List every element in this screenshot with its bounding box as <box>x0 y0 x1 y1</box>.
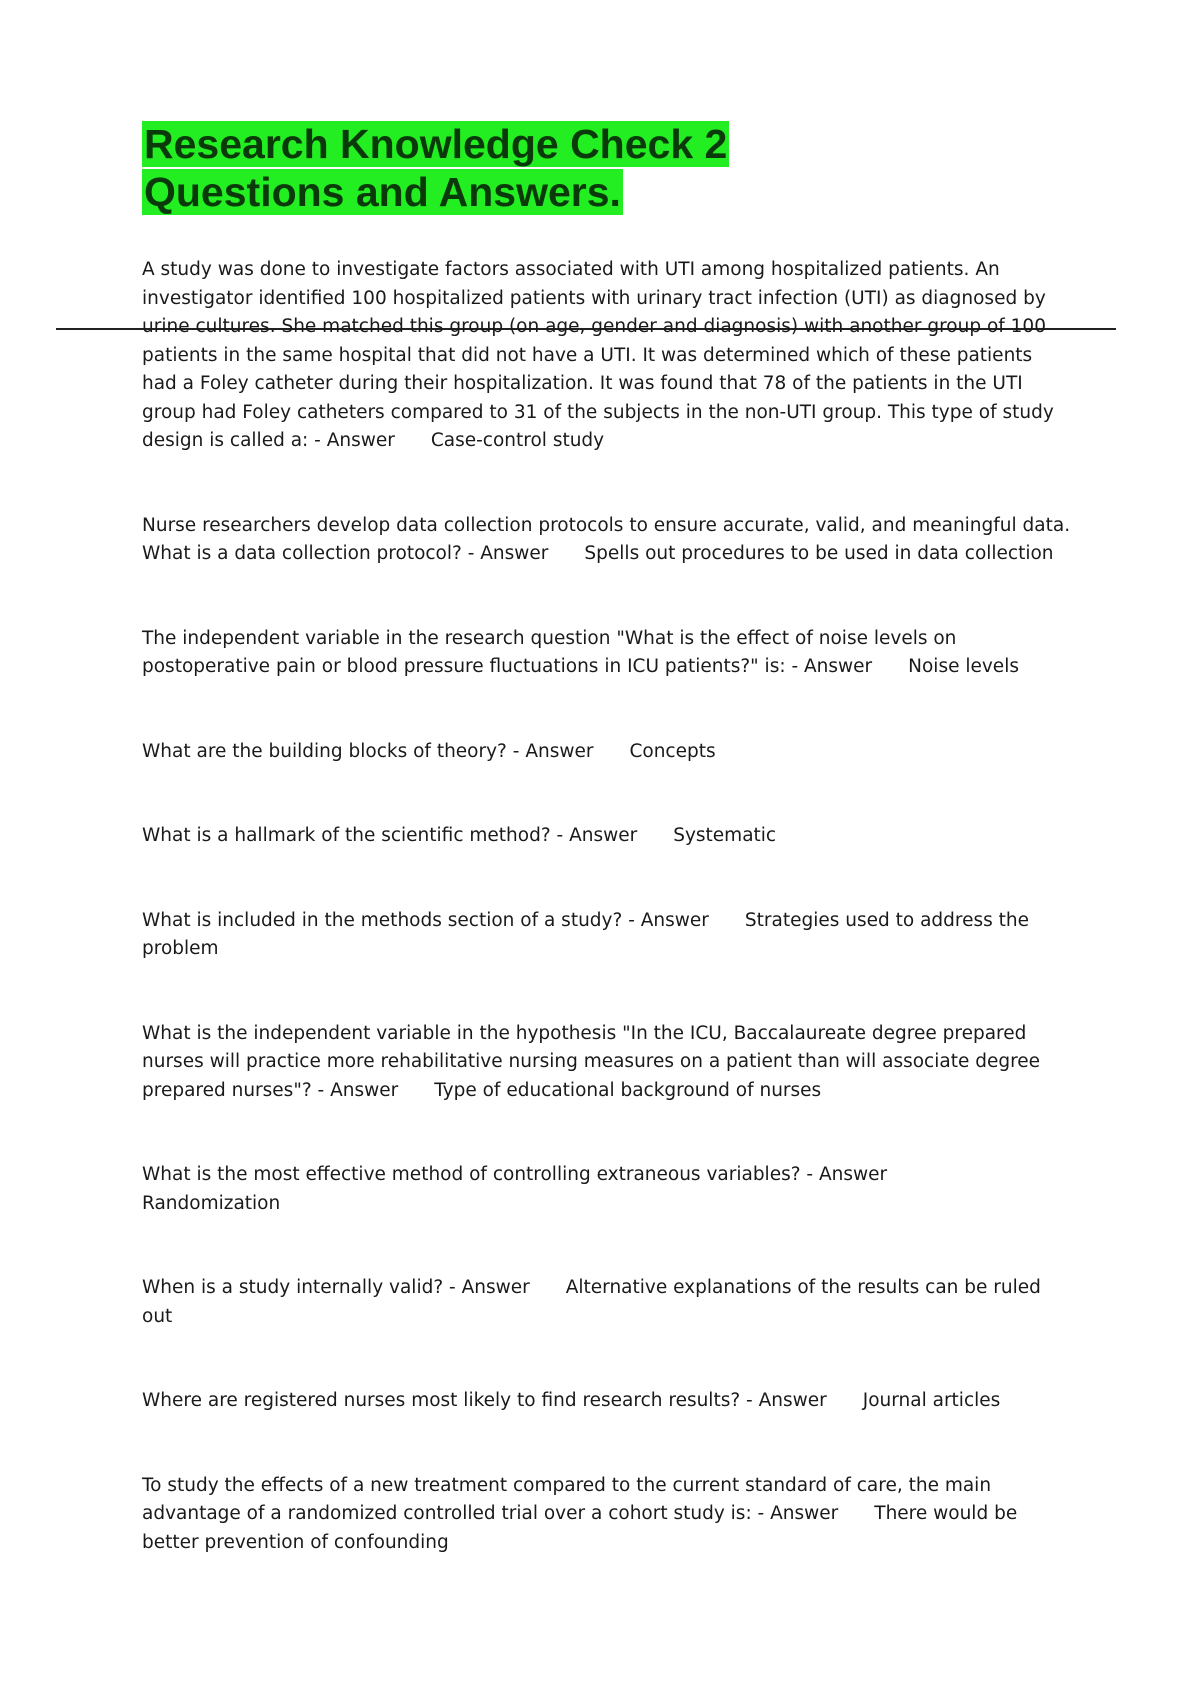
answer-text: Randomization <box>142 1192 281 1214</box>
question-text: When is a study internally valid? - Answer <box>142 1277 530 1298</box>
answer-text: Strategies used to address the problem <box>142 909 1029 959</box>
title-line-1: Research Knowledge Check 2 <box>144 121 728 167</box>
question-text: Nurse researchers develop data collection protocols to ensure accurate, valid, and meaningful data. What is a data collection protocol? - Answer <box>142 514 1071 564</box>
answer-text: Spells out procedures to be used in data collection <box>584 543 1054 564</box>
document-page <box>142 120 1072 1613</box>
qa-item <box>142 1161 1072 1218</box>
question-text: What is the most effective method of controlling extraneous variables? - Answer <box>142 1164 888 1185</box>
qa-item <box>142 1274 1072 1331</box>
answer-text: Type of educational background of nurses <box>434 1079 822 1101</box>
qa-item <box>142 625 1072 682</box>
qa-item <box>142 907 1072 964</box>
answer-text: Journal articles <box>862 1390 1001 1411</box>
question-text: The independent variable in the research question "What is the effect of noise levels on postoperative pain or blood pressure fluctuations in ICU patients?" is: - Answer <box>142 627 957 677</box>
qa-item <box>142 1020 1072 1106</box>
question-text: To study the effects of a new treatment compared to the current standard of care, the main advantage of a randomized controlled trial over a cohort study is: - Answer <box>142 1474 992 1524</box>
question-text: Where are registered nurses most likely to find research results? - Answer <box>142 1390 827 1411</box>
answer-text: Systematic <box>673 825 777 846</box>
qa-item <box>142 822 1072 851</box>
qa-item <box>142 256 1072 456</box>
question-text: What is included in the methods section of a study? - Answer <box>142 909 709 931</box>
question-text: What are the building blocks of theory? - Answer <box>142 740 594 762</box>
question-text: What is the independent variable in the hypothesis "In the ICU, Baccalaureate degree prepared nurses will practice more rehabilitative nursing measures on a patient than will associate degree prepared nurses"? - Answer <box>142 1022 1041 1101</box>
qa-item <box>142 512 1072 569</box>
answer-text: Alternative explanations of the results can be ruled out <box>142 1277 1041 1327</box>
answer-text: Noise levels <box>908 656 1019 677</box>
title-highlight <box>142 121 729 215</box>
page-title <box>142 120 1072 216</box>
answer-text: Concepts <box>629 740 716 762</box>
qa-item <box>142 1387 1072 1416</box>
qa-item <box>142 1472 1072 1558</box>
question-text: What is a hallmark of the scientific method? - Answer <box>142 825 638 846</box>
question-text: A study was done to investigate factors associated with UTI among hospitalized patients. An investigator identified 100 hospitalized patients with urinary tract infection (UTI) as diagnosed by urine cultures. She matched this group (on age, gender and diagnosis) with another group of 100 patients in the same hospital that did not have a UTI. It was determined which of these patients had a Foley catheter during their hospitalization. It was found that 78 of the patients in the UTI group had Foley catheters compared to 31 of the subjects in the non-UTI group. This type of study design is called a: - Answer <box>142 259 1054 451</box>
answer-text: Case-control study <box>430 430 605 451</box>
title-line-2: Questions and Answers. <box>144 169 621 215</box>
answer-text: There would be better prevention of confounding <box>142 1503 1018 1553</box>
qa-item <box>142 738 1072 767</box>
